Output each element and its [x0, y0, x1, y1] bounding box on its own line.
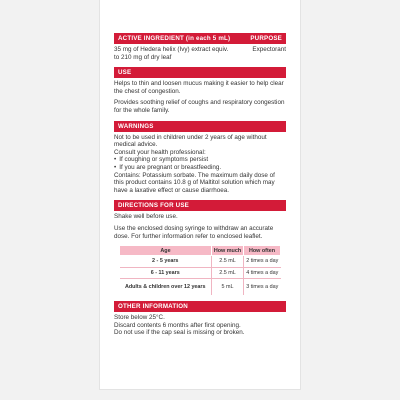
directions-paragraph-1: Shake well before use. — [114, 213, 178, 221]
use-paragraph-2: Provides soothing relief of coughs and respiratory congestion for the whole family. — [114, 99, 285, 114]
dosage-table — [119, 245, 281, 295]
other-information-title: OTHER INFORMATION — [118, 303, 188, 311]
dosage-table-header-row — [120, 246, 281, 256]
use-title: USE — [118, 69, 132, 77]
warnings-header — [114, 121, 286, 132]
active-ingredient-header — [114, 33, 286, 44]
purpose-text: Expectorant — [252, 46, 286, 53]
other-storage-text: Store below 25°C. — [114, 314, 165, 322]
table-row — [120, 279, 281, 296]
dosage-frequency-cell: 2 times a day — [244, 256, 281, 268]
warnings-bullet: • If coughing or symptoms persist — [114, 156, 286, 164]
other-discard-text: Discard contents 6 months after first opening. — [114, 321, 241, 329]
warnings-paragraph-1: Not to be used in children under 2 years of age without medical advice. — [114, 133, 267, 149]
dosage-amount-cell: 5 mL — [211, 279, 243, 296]
dosage-frequency-cell: 4 times a day — [244, 267, 281, 279]
other-information-header — [114, 301, 286, 312]
dosage-header-how-often: How often — [244, 246, 281, 256]
dosage-header-age: Age — [120, 246, 212, 256]
use-header — [114, 67, 286, 78]
dosage-age-cell: 6 - 11 years — [120, 267, 212, 279]
warnings-consult: Consult your health professional: — [114, 148, 206, 156]
ingredient-row — [114, 46, 286, 61]
other-seal-text: Do not use if the cap seal is missing or broken. — [114, 329, 245, 337]
warnings-title: WARNINGS — [118, 122, 154, 130]
dosage-age-cell: Adults & children over 12 years — [124, 284, 206, 291]
directions-header — [114, 200, 286, 211]
warnings-bullet: • If you are pregnant or breastfeeding. — [114, 164, 286, 172]
table-row — [120, 267, 281, 279]
ingredient-text: 35 mg of Hedera helix (Ivy) extract equiv. to 210 mg of dry leaf — [114, 46, 229, 61]
purpose-title: PURPOSE — [250, 35, 282, 42]
dosage-header-how-much: How much — [211, 246, 243, 256]
directions-paragraph-2: Use the enclosed dosing syringe to withdraw an accurate dose. For further information refer to enclosed leaflet. — [114, 224, 274, 240]
dosage-frequency-cell: 3 times a day — [244, 279, 281, 296]
table-row — [120, 256, 281, 268]
dosage-age-cell: 2 - 5 years — [120, 256, 212, 268]
label-content — [114, 33, 286, 337]
dosage-amount-cell: 2.5 mL — [211, 267, 243, 279]
directions-title: DIRECTIONS FOR USE — [118, 202, 189, 210]
warnings-bullet-list — [114, 156, 286, 171]
dosage-amount-cell: 2.5 mL — [211, 256, 243, 268]
active-ingredient-title: ACTIVE INGREDIENT (in each 5 mL) — [118, 35, 231, 42]
warnings-contains: Contains: Potassium sorbate. The maximum daily dose of this product contains 10.8 g of Maltitol solution which may have a laxative effect or cause diarrhoea. — [114, 171, 275, 194]
use-paragraph-1: Helps to thin and loosen mucus making it easier to help clear the chest of congestion. — [114, 80, 284, 95]
label-panel — [99, 0, 301, 390]
